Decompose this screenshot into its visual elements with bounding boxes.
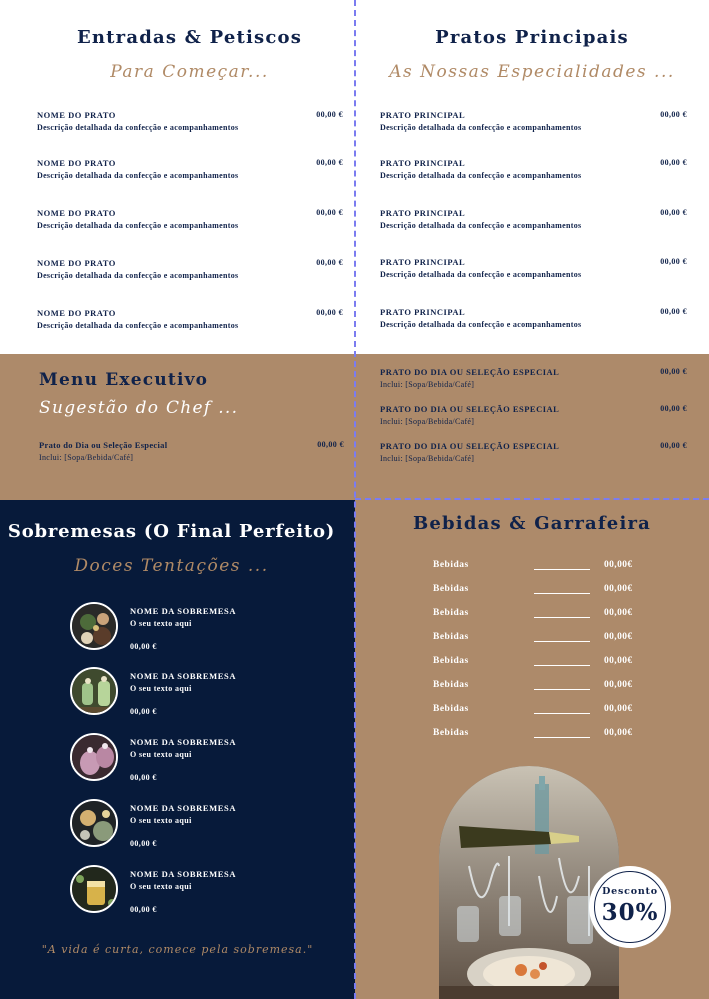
drink-price: 00,00€ [604,656,633,666]
entradas-title: Entradas & Petiscos [76,27,303,48]
dessert-photo [70,667,118,715]
item-price: 00,00 € [316,158,343,167]
item-price: 00,00 € [660,158,687,167]
discount-value: 30% [601,899,659,926]
item-name: PRATO DO DIA OU SELEÇÃO ESPECIAL [380,441,560,451]
bebidas-section [355,500,709,999]
dessert-price: 00,00 € [130,773,157,782]
item-description: Inclui: [Sopa/Bebida/Café] [380,417,475,426]
item-name: PRATO PRINCIPAL [380,307,466,317]
drink-leader-line [534,737,590,738]
item-name: NOME DO PRATO [37,208,116,218]
drink-label: Bebidas [433,680,469,690]
pratos-subtitle: As Nossas Especialidades ... [389,62,675,82]
sobremesas-title: Sobremesas (O Final Perfeito) [7,521,336,542]
dessert-price: 00,00 € [130,905,157,914]
drink-row [433,560,643,574]
drink-row [433,680,643,694]
dessert-name: NOME DA SOBREMESA [130,671,237,681]
dessert-item [70,799,330,849]
drink-leader-line [534,713,590,714]
item-description: Inclui: [Sopa/Bebida/Café] [39,453,134,462]
drink-label: Bebidas [433,584,469,594]
drink-leader-line [534,641,590,642]
item-description: Descrição detalhada da confecção e acompanhamentos [380,171,582,180]
drink-leader-line [534,665,590,666]
drink-price: 00,00€ [604,584,633,594]
drink-price: 00,00€ [604,560,633,570]
executivo-title: Menu Executivo [39,370,209,390]
item-price: 00,00 € [660,208,687,217]
item-description: Descrição detalhada da confecção e acompanhamentos [380,221,582,230]
item-price: 00,00 € [316,308,343,317]
item-description: Descrição detalhada da confecção e acompanhamentos [37,171,239,180]
item-name: PRATO DO DIA OU SELEÇÃO ESPECIAL [380,404,560,414]
dessert-item [70,602,330,652]
drink-price: 00,00€ [604,704,633,714]
drink-price: 00,00€ [604,608,633,618]
item-description: Descrição detalhada da confecção e acompanhamentos [37,271,239,280]
drink-leader-line [534,617,590,618]
item-name: PRATO PRINCIPAL [380,158,466,168]
dessert-name: NOME DA SOBREMESA [130,606,237,616]
dessert-name: NOME DA SOBREMESA [130,869,237,879]
item-name: NOME DO PRATO [37,110,116,120]
entradas-subtitle: Para Começar... [110,62,269,82]
dessert-name: NOME DA SOBREMESA [130,803,237,813]
item-price: 00,00 € [316,208,343,217]
item-price: 00,00 € [660,307,687,316]
restaurant-photo [439,766,619,999]
item-price: 00,00 € [317,440,344,449]
drink-row [433,608,643,622]
item-name: PRATO DO DIA OU SELEÇÃO ESPECIAL [380,367,560,377]
item-price: 00,00 € [316,110,343,119]
drink-label: Bebidas [433,560,469,570]
drink-row [433,704,643,718]
drink-leader-line [534,569,590,570]
drink-leader-line [534,689,590,690]
bebidas-title: Bebidas & Garrafeira [412,513,652,534]
drink-row [433,632,643,646]
item-price: 00,00 € [660,367,687,376]
executivo-subtitle: Sugestão do Chef ... [39,398,239,418]
item-description: Descrição detalhada da confecção e acompanhamentos [380,270,582,279]
dessert-price: 00,00 € [130,642,157,651]
item-description: Inclui: [Sopa/Bebida/Café] [380,380,475,389]
item-price: 00,00 € [660,404,687,413]
pratos-title: Pratos Principais [435,27,629,48]
drink-label: Bebidas [433,704,469,714]
item-description: Descrição detalhada da confecção e acompanhamentos [380,123,582,132]
dessert-quote: "A vida é curta, comece pela sobremesa." [41,943,314,956]
dessert-name: NOME DA SOBREMESA [130,737,237,747]
drink-label: Bebidas [433,728,469,738]
dessert-text: O seu texto aqui [130,684,192,693]
drink-price: 00,00€ [604,632,633,642]
item-name: NOME DO PRATO [37,258,116,268]
dessert-text: O seu texto aqui [130,750,192,759]
sobremesas-subtitle: Doces Tentações ... [74,556,269,576]
item-name: NOME DO PRATO [37,158,116,168]
dessert-photo [70,733,118,781]
prato-do-dia-section [355,354,709,500]
dessert-item [70,733,330,783]
item-price: 00,00 € [316,258,343,267]
item-name: NOME DO PRATO [37,308,116,318]
dessert-text: O seu texto aqui [130,816,192,825]
drink-leader-line [534,593,590,594]
dessert-photo [70,799,118,847]
item-name: PRATO PRINCIPAL [380,110,466,120]
item-description: Inclui: [Sopa/Bebida/Café] [380,454,475,463]
dessert-text: O seu texto aqui [130,882,192,891]
discount-label: Desconto [602,886,658,897]
drink-row [433,584,643,598]
item-price: 00,00 € [660,257,687,266]
dessert-price: 00,00 € [130,707,157,716]
entradas-section [0,0,355,354]
item-description: Descrição detalhada da confecção e acompanhamentos [37,321,239,330]
drink-row [433,656,643,670]
item-description: Descrição detalhada da confecção e acompanhamentos [37,123,239,132]
item-description: Descrição detalhada da confecção e acompanhamentos [380,320,582,329]
drink-row [433,728,643,742]
dessert-text: O seu texto aqui [130,619,192,628]
dessert-price: 00,00 € [130,839,157,848]
item-name: Prato do Dia ou Seleção Especial [39,440,168,450]
dessert-item [70,865,330,915]
item-name: PRATO PRINCIPAL [380,257,466,267]
item-name: PRATO PRINCIPAL [380,208,466,218]
executivo-section [0,354,355,500]
sobremesas-section [0,500,355,999]
item-description: Descrição detalhada da confecção e acompanhamentos [37,221,239,230]
item-price: 00,00 € [660,110,687,119]
discount-badge [589,866,671,948]
drink-label: Bebidas [433,608,469,618]
dessert-item [70,667,330,717]
pratos-section [355,0,709,354]
item-price: 00,00 € [660,441,687,450]
drink-label: Bebidas [433,632,469,642]
dessert-photo [70,602,118,650]
dessert-photo [70,865,118,913]
drink-price: 00,00€ [604,728,633,738]
drink-label: Bebidas [433,656,469,666]
drink-price: 00,00€ [604,680,633,690]
horizontal-guide-line [355,498,709,500]
